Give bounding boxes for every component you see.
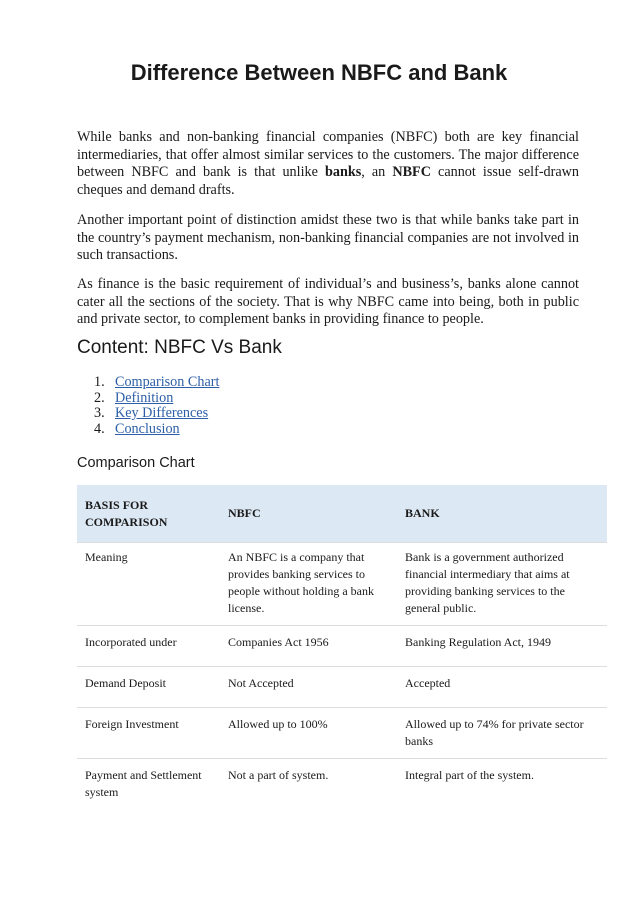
table-cell: Incorporated under [77, 626, 220, 667]
table-header-row [77, 485, 607, 543]
table-row [77, 708, 607, 759]
content-list [94, 375, 219, 437]
table-cell: Accepted [397, 667, 607, 708]
list-item [94, 391, 219, 407]
intro-p1-text-start: While banks and non-banking financial companies (NBFC) both are key financial intermediaries, that offer almost similar services to the customers. The major difference between NBFC and bank is that unlike [77, 129, 579, 180]
list-item [94, 375, 219, 391]
intro-paragraph-3: As finance is the basic requirement of individual’s and business’s, banks alone cannot cater all the sections of the society. That is why NBFC came into being, both in public and private sector, to complement banks in providing finance to people. [77, 276, 579, 327]
table-cell: Foreign Investment [77, 708, 220, 759]
toc-link-key-differences[interactable]: Key Differences [115, 405, 209, 421]
table-cell: Companies Act 1956 [220, 626, 397, 667]
list-item [94, 406, 219, 422]
table-cell: Allowed up to 100% [220, 708, 397, 759]
table-cell: An NBFC is a company that provides banking services to people without holding a bank license. [220, 543, 397, 626]
toc-link-conclusion[interactable]: Conclusion [115, 420, 180, 437]
list-number: 1. [94, 374, 105, 390]
table-cell: Payment and Settlement system [85, 768, 202, 799]
table-cell: Integral part of the system. [405, 768, 534, 782]
intro-p1-bold-nbfc: NBFC [392, 164, 431, 180]
header-basis: BASIS FOR COMPARISON [77, 485, 220, 543]
table-row [77, 543, 607, 626]
table-cell: Bank is a government authorized financial intermediary that aims at providing banking services to the general public. [397, 543, 607, 626]
toc-link-definition[interactable]: Definition [115, 389, 174, 406]
header-nbfc: NBFC [220, 485, 397, 543]
intro-paragraph-1 [77, 129, 579, 199]
table-row [77, 626, 607, 667]
intro-p1-text-middle: , an [361, 164, 393, 180]
list-item [94, 422, 219, 438]
table-cell: Not a part of system. [228, 768, 329, 782]
list-number: 3. [94, 405, 105, 421]
intro-paragraph-2: Another important point of distinction amidst these two is that while banks take part in the country’s payment mechanism, non-banking financial companies are not involved in such transactions. [77, 212, 579, 263]
comparison-table [77, 485, 607, 809]
intro-p1-text-end: cannot issue self-drawn cheques and demand drafts. [77, 164, 579, 198]
page-title: Difference Between NBFC and Bank [130, 60, 508, 85]
table-cell: Allowed up to 74% for private sector banks [397, 708, 607, 759]
table-cell: Meaning [77, 543, 220, 626]
table-row [77, 759, 607, 810]
table-row [77, 667, 607, 708]
list-number: 2. [94, 389, 105, 406]
table-cell: Demand Deposit [77, 667, 220, 708]
header-bank: BANK [397, 485, 607, 543]
table-cell: Banking Regulation Act, 1949 [397, 626, 607, 667]
table-cell: Not Accepted [220, 667, 397, 708]
toc-link-comparison-chart[interactable]: Comparison Chart [115, 374, 220, 390]
content-heading: Content: NBFC Vs Bank [77, 337, 282, 358]
list-number: 4. [94, 420, 105, 437]
intro-p1-bold-banks: banks [324, 164, 362, 180]
comparison-chart-heading: Comparison Chart [77, 455, 195, 471]
